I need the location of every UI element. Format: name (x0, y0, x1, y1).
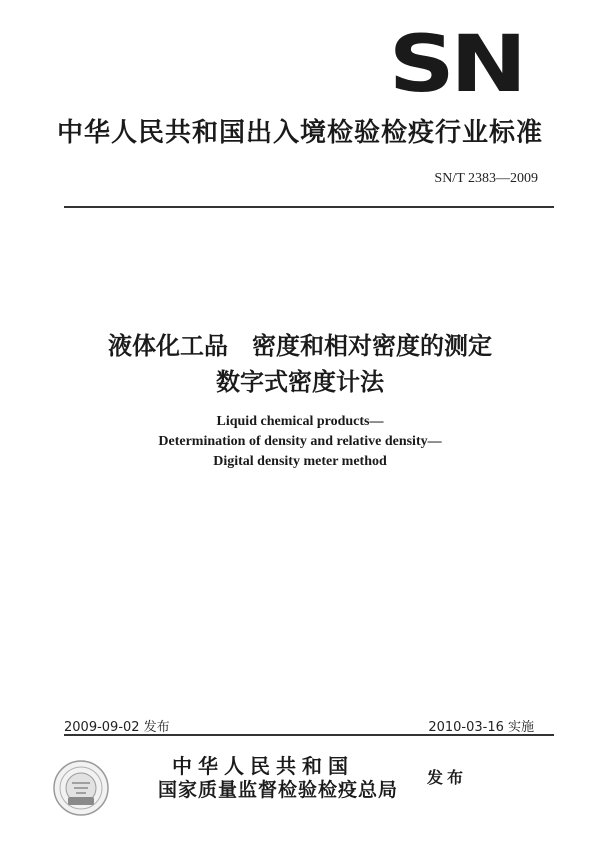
title-chinese-line-1: 液体化工品 密度和相对密度的测定 (108, 332, 492, 360)
title-chinese-line-2: 数字式密度计法 (216, 368, 384, 396)
implementation-date: 2010-03-16 实施 (428, 720, 534, 735)
issue-label: 发布 (427, 768, 468, 787)
standard-code: SN/T 2383—2009 (434, 171, 538, 186)
title-english-line-3: Digital density meter method (213, 454, 387, 469)
footer-divider (64, 734, 554, 736)
anti-counterfeit-seal-icon (52, 759, 110, 817)
title-english-line-2: Determination of density and relative density— (158, 434, 442, 449)
standard-category-title: 中华人民共和国出入境检验检疫行业标准 (56, 118, 543, 148)
header-divider (64, 206, 554, 208)
issuer-agency: 国家质量监督检验检疫总局 (158, 779, 399, 801)
title-english-line-1: Liquid chemical products— (216, 414, 384, 429)
sn-logo: SN (388, 20, 522, 110)
issue-date: 2009-09-02 发布 (64, 720, 170, 735)
issuer-country: 中华人民共和国 (172, 754, 354, 778)
